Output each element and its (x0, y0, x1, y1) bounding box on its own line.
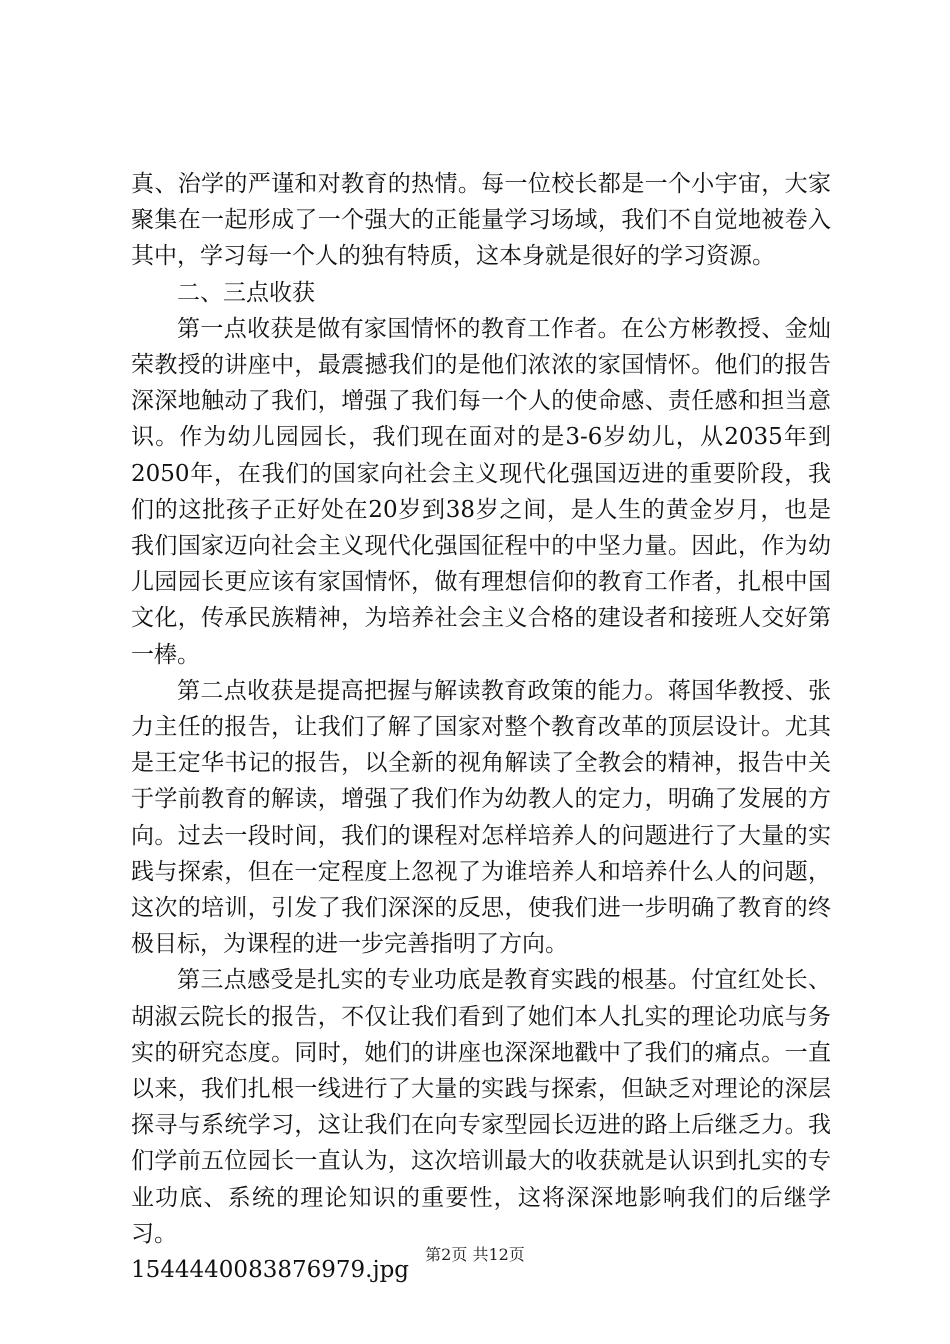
paragraph-first-gain: 第一点收获是做有家国情怀的教育工作者。在公方彬教授、金灿荣教授的讲座中，最震撼我们的是他们浓浓的家国情怀。他们的报告深深地触动了我们，增强了我们每一个人的使命感、责任感和担当意识。作为幼儿园园长，我们现在面对的是3-6岁幼儿，从2035年到2050年，在我们的国家向社会主义现代化强国迈进的重要阶段，我们的这批孩子正好处在20岁到38岁之间，是人生的黄金岁月，也是我们国家迈向社会主义现代化强国征程中的中坚力量。因此，作为幼儿园园长更应该有家国情怀，做有理想信仰的教育工作者，扎根中国文化，传承民族精神，为培养社会主义合格的建设者和接班人交好第一棒。 (131, 315, 831, 668)
image-filename-text: 1544440083876979.jpg (131, 1257, 410, 1284)
paragraph-third-gain: 第三点感受是扎实的专业功底是教育实践的根基。付宜红处长、胡淑云院长的报告，不仅让我们看到了她们本人扎实的理论功底与务实的研究态度。同时，她们的讲座也深深地戳中了我们的痛点。一直以来，我们扎根一线进行了大量的实践与探索，但缺乏对理论的深层探寻与系统学习，这让我们在向专家型园长迈进的路上后继乏力。我们学前五位园长一直认为，这次培训最大的收获就是认识到扎实的专业功底、系统的理论知识的重要性，这将深深地影响我们的后继学习。 (131, 967, 831, 1247)
paragraph-second-gain: 第二点收获是提高把握与解读教育政策的能力。蒋国华教授、张力主任的报告，让我们了解了国家对整个教育改革的顶层设计。尤其是王定华书记的报告，以全新的视角解读了全教会的精神，报告中关于学前教育的解读，增强了我们作为幼教人的定力，明确了发展的方向。过去一段时间，我们的课程对怎样培养人的问题进行了大量的实践与探索，但在一定程度上忽视了为谁培养人和培养什么人的问题，这次的培训，引发了我们深深的反思，使我们进一步明确了教育的终极目标，为课程的进一步完善指明了方向。 (131, 677, 831, 958)
page-footer: 第2页 共12页 (425, 1245, 525, 1264)
paragraph-continuation: 真、治学的严谨和对教育的热情。每一位校长都是一个小宇宙，大家聚集在一起形成了一个强大的正能量学习场域，我们不自觉地被卷入其中，学习每一个人的独有特质，这本身就是很好的学习资源。 (131, 171, 831, 270)
section-heading: 二、三点收获 (177, 279, 315, 306)
document-body (131, 166, 831, 1288)
